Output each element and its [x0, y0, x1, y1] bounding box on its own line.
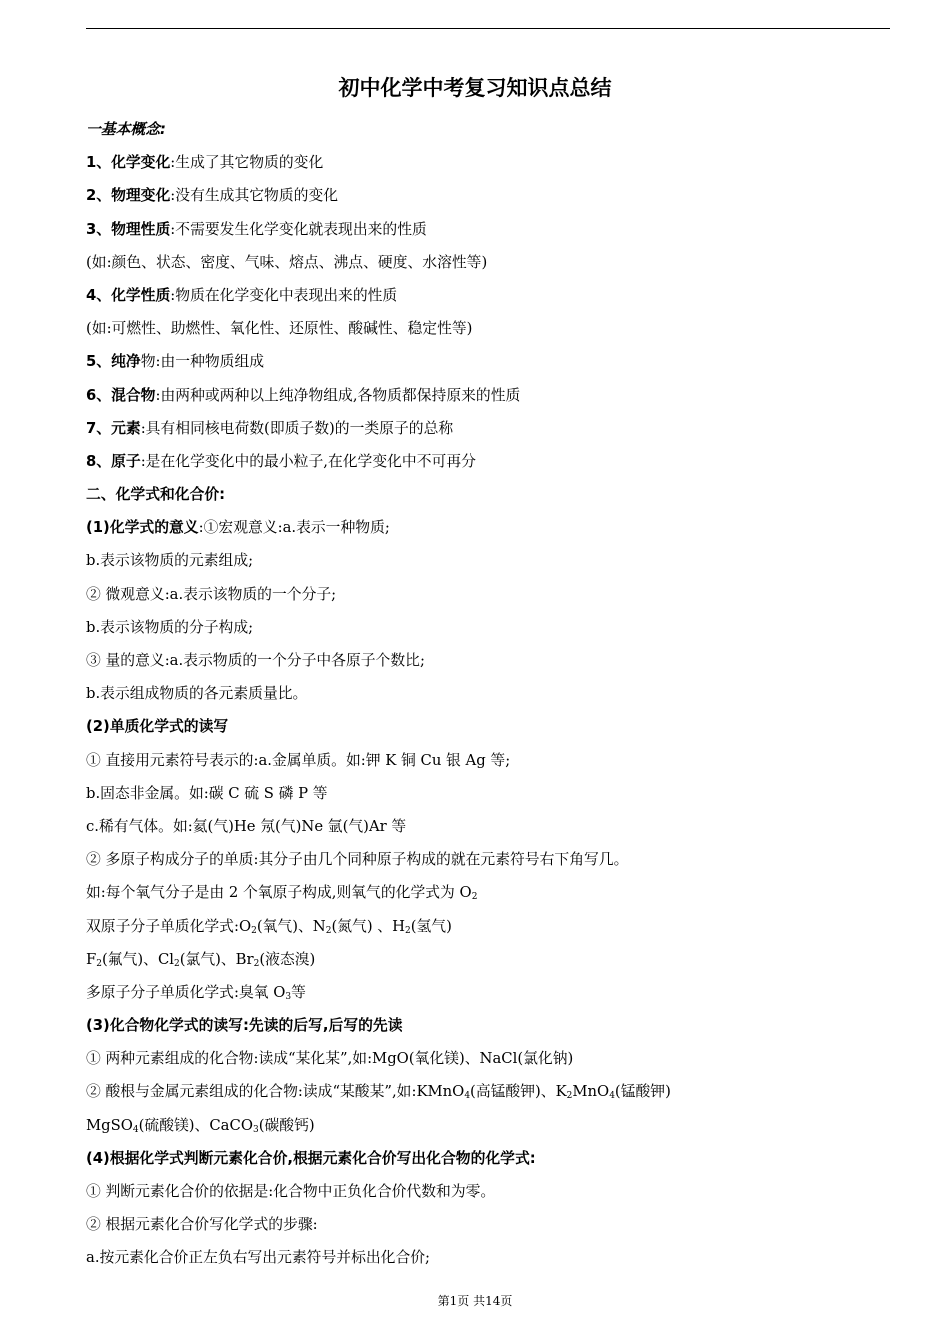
text-line — [86, 1208, 906, 1241]
text-segment: 等 — [291, 983, 306, 1001]
text-segment: :没有生成其它物质的变化 — [170, 187, 339, 205]
text-line — [86, 677, 906, 710]
text-segment: :具有相同核电荷数(即质子数)的一类原子的总称 — [140, 419, 454, 437]
subscript: 2 — [566, 1091, 573, 1102]
text-segment: (液态溴) — [259, 950, 316, 968]
text-segment: ② 微观意义:a.表示该物质的一个分子; — [86, 585, 337, 603]
text-line — [86, 511, 906, 544]
text-line — [86, 213, 906, 246]
text-line — [86, 445, 906, 478]
text-line — [86, 1175, 906, 1208]
subscript: 4 — [609, 1091, 615, 1102]
text-line — [86, 943, 906, 976]
text-segment: :①宏观意义:a.表示一种物质; — [198, 519, 390, 537]
text-segment: ① 判断元素化合价的依据是:化合物中正负化合价代数和为零。 — [86, 1183, 496, 1200]
text-line — [86, 379, 906, 412]
text-line — [86, 578, 906, 611]
text-segment: 双原子分子单质化学式:O — [86, 917, 252, 935]
text-line — [86, 744, 906, 777]
text-line — [86, 1009, 906, 1042]
text-segment: (3)化合物化学式的读写:先读的后写,后写的先读 — [86, 1017, 403, 1035]
text-line — [86, 976, 906, 1009]
text-line — [86, 611, 906, 644]
text-segment: 3、物理性质 — [86, 220, 171, 238]
text-line — [86, 412, 906, 445]
text-segment: c.稀有气体。如:氦(气)He 氖(气)Ne 氩(气)Ar 等 — [86, 817, 407, 835]
text-segment: :由两种或两种以上纯净物组成,各物质都保持原来的性质 — [155, 386, 521, 404]
text-segment: (如:可燃性、助燃性、氧化性、还原性、酸碱性、稳定性等) — [86, 320, 473, 338]
text-segment: (1)化学式的意义 — [86, 519, 199, 537]
subscript: 4 — [464, 1091, 471, 1102]
text-segment: (如:颜色、状态、密度、气味、熔点、沸点、硬度、水溶性等) — [86, 253, 488, 271]
text-segment: :生成了其它物质的变化 — [170, 154, 324, 172]
text-line — [86, 544, 906, 577]
text-segment: b.表示组成物质的各元素质量比。 — [86, 685, 308, 703]
text-segment: 物:由一种物质组成 — [140, 353, 265, 371]
header-rule — [86, 28, 890, 29]
text-line — [86, 146, 906, 179]
text-line — [86, 843, 906, 876]
text-segment: ② 根据元素化合价写化学式的步骤: — [86, 1216, 318, 1234]
text-segment: b.表示该物质的分子构成; — [86, 618, 254, 636]
text-segment: 1、化学变化 — [86, 154, 171, 172]
text-segment: 2、物理变化 — [86, 187, 171, 205]
text-segment: 5、纯净 — [86, 353, 141, 371]
text-line — [86, 710, 906, 743]
subscript: 2 — [251, 925, 257, 936]
text-segment: (氢气) — [410, 917, 452, 935]
text-segment: :是在化学变化中的最小粒子,在化学变化中不可再分 — [140, 452, 476, 470]
subscript: 3 — [252, 1124, 259, 1135]
subscript: 2 — [325, 925, 332, 936]
text-segment: F — [86, 950, 97, 968]
text-segment: (锰酸钾) — [614, 1083, 671, 1101]
text-segment: (氧气)、N — [256, 917, 326, 935]
subscript: 2 — [96, 958, 103, 969]
text-line — [86, 345, 906, 378]
text-line — [86, 910, 906, 943]
text-line — [86, 279, 906, 312]
subscript: 2 — [471, 892, 478, 903]
text-line — [86, 1241, 906, 1274]
text-line — [86, 1142, 906, 1175]
text-segment: 7、元素 — [86, 419, 141, 437]
text-line — [86, 1109, 906, 1142]
text-segment: (4)根据化学式判断元素化合价,根据元素化合价写出化合物的化学式: — [86, 1149, 536, 1167]
text-line — [86, 478, 906, 511]
subscript: 2 — [253, 958, 260, 969]
subscript: 4 — [132, 1124, 139, 1135]
text-segment: MnO — [572, 1083, 610, 1101]
text-segment: 多原子分子单质化学式:臭氧 O — [86, 983, 286, 1001]
subscript: 3 — [285, 991, 292, 1002]
text-segment: (氟气)、Cl — [102, 950, 175, 968]
text-line — [86, 810, 906, 843]
document-body — [86, 113, 906, 1275]
text-segment: (碳酸钙) — [258, 1116, 315, 1134]
text-line — [86, 312, 906, 345]
text-segment: 4、化学性质 — [86, 286, 171, 304]
text-segment: 6、混合物 — [86, 386, 156, 404]
page-title: 初中化学中考复习知识点总结 — [338, 76, 612, 100]
text-line — [86, 1075, 906, 1108]
text-line — [86, 644, 906, 677]
text-segment: (高锰酸钾)、K — [470, 1083, 567, 1101]
text-segment: 一基本概念: — [86, 121, 166, 138]
text-line — [86, 876, 906, 909]
text-line — [86, 179, 906, 212]
text-segment: 8、原子 — [86, 452, 141, 470]
text-segment: ② 酸根与金属元素组成的化合物:读成“某酸某”,如:KMnO — [86, 1083, 465, 1101]
text-segment: b.固态非金属。如:碳 C 硫 S 磷 P 等 — [86, 784, 328, 802]
text-segment: ③ 量的意义:a.表示物质的一个分子中各原子个数比; — [86, 652, 425, 669]
text-line — [86, 113, 906, 146]
text-segment: (氯气)、Br — [179, 950, 254, 968]
text-segment: 二、化学式和化合价: — [86, 486, 226, 504]
text-segment: MgSO — [86, 1116, 133, 1134]
text-segment: (硫酸镁)、CaCO — [138, 1116, 253, 1134]
text-segment: :物质在化学变化中表现出来的性质 — [170, 286, 398, 304]
text-segment: ② 多原子构成分子的单质:其分子由几个同种原子构成的就在元素符号右下角写几。 — [86, 851, 629, 869]
page-footer: 第1页 共14页 — [437, 1294, 513, 1308]
text-line — [86, 777, 906, 810]
subscript: 2 — [405, 925, 411, 936]
text-segment: (氮气) 、H — [331, 917, 405, 935]
text-segment: b.表示该物质的元素组成; — [86, 552, 254, 570]
text-segment: ① 直接用元素符号表示的:a.金属单质。如:钾 K 铜 Cu 银 Ag 等; — [86, 751, 511, 769]
text-segment: 如:每个氧气分子是由 2 个氧原子构成,则氧气的化学式为 O — [86, 884, 472, 902]
text-line — [86, 1042, 906, 1075]
text-segment: a.按元素化合价正左负右写出元素符号并标出化合价; — [86, 1249, 431, 1267]
text-line — [86, 246, 906, 279]
text-segment: (2)单质化学式的读写 — [86, 718, 229, 736]
subscript: 2 — [174, 958, 180, 969]
text-segment: :不需要发生化学变化就表现出来的性质 — [170, 220, 427, 238]
text-segment: ① 两种元素组成的化合物:读成“某化某”,如:MgO(氧化镁)、NaCl(氯化钠) — [86, 1050, 574, 1068]
